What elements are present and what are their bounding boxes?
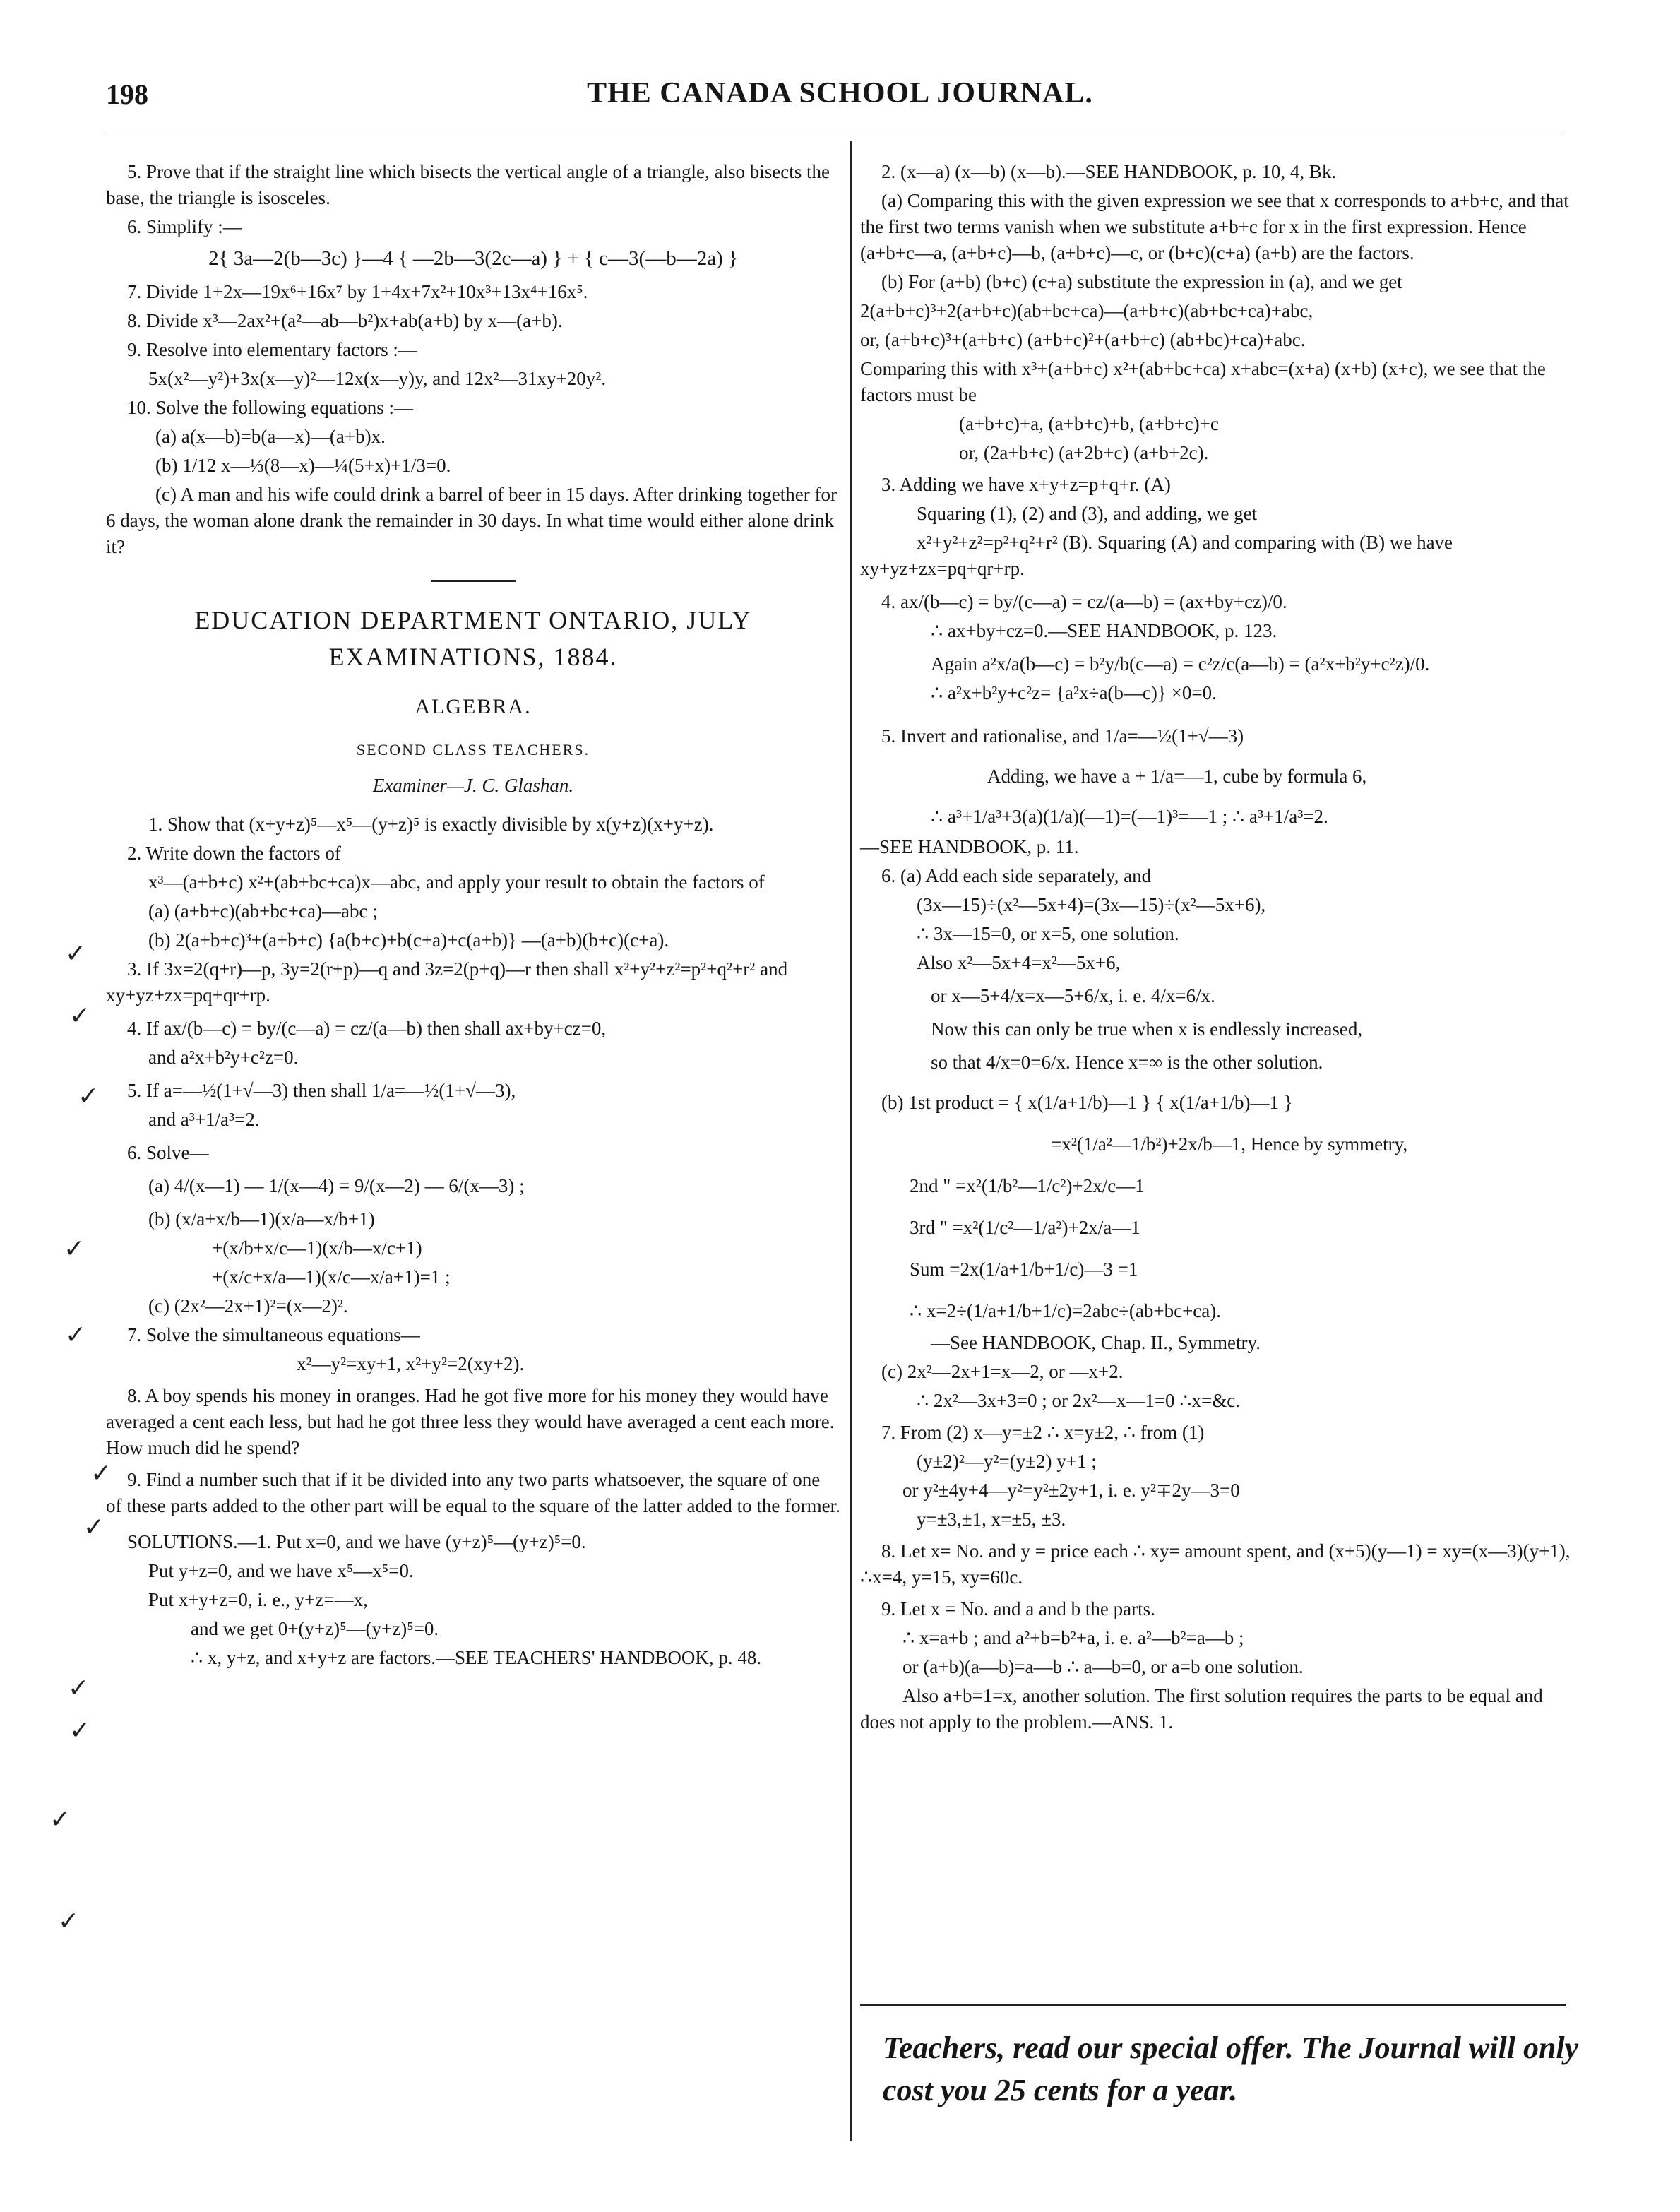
question-9-expr: 5x(x²—y²)+3x(x—y)²—12x(x—y)y, and 12x²—31xy+20y².	[148, 368, 607, 389]
exam-question-2-expr: x³—(a+b+c) x²+(ab+bc+ca)x—abc, and apply your result to obtain the factors of	[148, 872, 765, 893]
journal-title: THE CANADA SCHOOL JOURNAL.	[587, 77, 1093, 109]
exam-class: SECOND CLASS TEACHERS.	[356, 741, 590, 759]
check-mark-icon: ✓	[49, 1805, 71, 1834]
answer-4b: ∴ ax+by+cz=0.—SEE HANDBOOK, p. 123.	[931, 620, 1277, 641]
answer-2b-expr: 2(a+b+c)³+2(a+b+c)(ab+bc+ca)—(a+b+c)(ab+bc+ca)+abc,	[860, 300, 1313, 321]
answer-9-4: Also a+b=1=x, another solution. The first solution requires the parts to be equal and does not apply to the problem.—ANS. 1.	[860, 1685, 1543, 1732]
exam-question-6c: (c) (2x²—2x+1)²=(x—2)².	[148, 1295, 348, 1316]
answer-7-2: (y±2)²—y²=(y±2) y+1 ;	[917, 1451, 1097, 1472]
solution-1e: ∴ x, y+z, and x+y+z are factors.—SEE TEACHERS' HANDBOOK, p. 48.	[191, 1647, 762, 1668]
check-mark-icon: ✓	[78, 1082, 100, 1111]
answer-2b-factors: (a+b+c)+a, (a+b+c)+b, (a+b+c)+c	[959, 413, 1219, 434]
check-mark-icon: ✓	[65, 1321, 87, 1350]
answer-6a-4: Also x²—5x+4=x²—5x+6,	[917, 952, 1121, 973]
question-6-expr: 2{ 3a—2(b—3c) }—4 { —2b—3(2c—a) } + { c—3(—b—2a) }	[208, 247, 738, 270]
solution-1: SOLUTIONS.—1. Put x=0, and we have (y+z)⁵—(y+z)⁵=0.	[127, 1531, 586, 1552]
exam-question-2a: (a) (a+b+c)(ab+bc+ca)—abc ;	[148, 900, 378, 922]
answer-6a-2: (3x—15)÷(x²—5x+4)=(3x—15)÷(x²—5x+6),	[917, 894, 1266, 915]
answer-9-3: or (a+b)(a—b)=a—b ∴ a—b=0, or a=b one solution.	[902, 1656, 1304, 1677]
answer-9-2: ∴ x=a+b ; and a²+b=b²+a, i. e. a²—b²=a—b ;	[902, 1627, 1244, 1648]
exam-subject: ALGEBRA.	[415, 695, 532, 718]
check-mark-icon: ✓	[69, 1001, 91, 1030]
answer-7-3: or y²±4y+4—y²=y²±2y+1, i. e. y²∓2y—3=0	[902, 1480, 1240, 1501]
question-10: 10. Solve the following equations :—	[127, 397, 413, 418]
offer-rule	[860, 2004, 1566, 2006]
answer-8: 8. Let x= No. and y = price each ∴ xy= amount spent, and (x+5)(y—1) = xy=(x—3)(y+1), ∴x=4, y=15, xy=60c.	[860, 1540, 1571, 1588]
check-mark-icon: ✓	[58, 1907, 80, 1936]
exam-question-8: 8. A boy spends his money in oranges. Had he got five more for his money they would have averaged a cent each less, but had he got three less they would have averaged a cent each more. How much did he spend?	[106, 1385, 835, 1458]
answer-7: 7. From (2) x—y=±2 ∴ x=y±2, ∴ from (1)	[881, 1422, 1205, 1443]
check-mark-icon: ✓	[65, 939, 87, 968]
question-10a: (a) a(x—b)=b(a—x)—(a+b)x.	[155, 426, 386, 447]
exam-question-7-expr: x²—y²=xy+1, x²+y²=2(xy+2).	[297, 1353, 525, 1374]
answer-9: 9. Let x = No. and a and b the parts.	[881, 1598, 1155, 1619]
answer-6c: (c) 2x²—2x+1=x—2, or —x+2.	[881, 1361, 1124, 1382]
exam-question-5: 5. If a=—½(1+√—3) then shall 1/a=—½(1+√—3),	[127, 1080, 516, 1101]
exam-question-6: 6. Solve—	[127, 1142, 209, 1163]
answer-5b: Adding, we have a + 1/a=—1, cube by formula 6,	[987, 766, 1367, 787]
check-mark-icon: ✓	[64, 1235, 85, 1263]
header-rule	[106, 131, 1560, 133]
answer-2b-or: or, (a+b+c)³+(a+b+c) (a+b+c)²+(a+b+c) (ab+bc)+ca)+abc.	[860, 329, 1306, 350]
question-5: 5. Prove that if the straight line which bisects the vertical angle of a triangle, also bisects the base, the triangle is isosceles.	[106, 161, 830, 208]
right-column	[860, 159, 1572, 1738]
answer-4d: ∴ a²x+b²y+c²z= {a²x÷a(b—c)} ×0=0.	[931, 682, 1217, 703]
answer-6b-5: Sum =2x(1/a+1/b+1/c)—3 =1	[910, 1259, 1138, 1280]
answer-2b-factors-or: or, (2a+b+c) (a+2b+c) (a+b+2c).	[959, 442, 1209, 463]
question-10b: (b) 1/12 x—⅓(8—x)—¼(5+x)+1/3=0.	[155, 455, 451, 476]
exam-question-6b-2: +(x/b+x/c—1)(x/b—x/c+1)	[212, 1237, 422, 1259]
answer-4: 4. ax/(b—c) = by/(c—a) = cz/(a—b) = (ax+by+cz)/0.	[881, 591, 1287, 612]
answer-2a: (a) Comparing this with the given expression we see that x corresponds to a+b+c, and that the first two terms vanish when we substitute a+b+c for x in the first expression. Hence (a+b+c—a, (a+b+c)—b, (a+b+c)—c, or (b+c)(c+a) (a+b) are the factors.	[860, 190, 1569, 263]
question-9: 9. Resolve into elementary factors :—	[127, 339, 417, 360]
solution-1d: and we get 0+(y+z)⁵—(y+z)⁵=0.	[191, 1618, 439, 1639]
page-number: 198	[106, 78, 148, 110]
answer-6b: (b) 1st product = { x(1/a+1/b)—1 } { x(1/a+1/b)—1 }	[881, 1092, 1293, 1113]
exam-question-3: 3. If 3x=2(q+r)—p, 3y=2(r+p)—q and 3z=2(p+q)—r then shall x²+y²+z²=p²+q²+r² and xy+yz+zx=pq+qr+rp.	[106, 958, 788, 1006]
answer-2b: (b) For (a+b) (b+c) (c+a) substitute the expression in (a), and we get	[881, 271, 1402, 292]
question-7: 7. Divide 1+2x—19x⁶+16x⁷ by 1+4x+7x²+10x³+13x⁴+16x⁵.	[127, 281, 588, 302]
check-mark-icon: ✓	[90, 1459, 112, 1488]
answer-6b-3: 2nd " =x²(1/b²—1/c²)+2x/c—1	[910, 1175, 1145, 1196]
answer-5c: ∴ a³+1/a³+3(a)(1/a)(—1)=(—1)³=—1 ; ∴ a³+1/a³=2.	[931, 806, 1328, 827]
page-header	[106, 72, 1574, 114]
exam-question-2: 2. Write down the factors of	[127, 843, 341, 864]
exam-question-6b: (b) (x/a+x/b—1)(x/a—x/b+1)	[148, 1208, 375, 1230]
check-mark-icon: ✓	[69, 1716, 91, 1745]
answer-3b: Squaring (1), (2) and (3), and adding, we get	[917, 503, 1258, 524]
exam-question-5b: and a³+1/a³=2.	[148, 1109, 260, 1130]
answer-6a-5: or x—5+4/x=x—5+6/x, i. e. 4/x=6/x.	[931, 985, 1215, 1006]
solution-1b: Put y+z=0, and we have x⁵—x⁵=0.	[148, 1560, 414, 1581]
exam-question-4b: and a²x+b²y+c²z=0.	[148, 1047, 299, 1068]
answer-6b-6: ∴ x=2÷(1/a+1/b+1/c)=2abc÷(ab+bc+ca).	[910, 1300, 1222, 1321]
answer-2: 2. (x—a) (x—b) (x—b).—SEE HANDBOOK, p. 10, 4, Bk.	[881, 161, 1337, 182]
exam-question-7: 7. Solve the simultaneous equations—	[127, 1324, 420, 1345]
answer-6a: 6. (a) Add each side separately, and	[881, 865, 1152, 886]
question-6: 6. Simplify :—	[127, 216, 242, 237]
column-divider	[850, 141, 852, 2141]
check-mark-icon: ✓	[83, 1513, 105, 1542]
answer-3: 3. Adding we have x+y+z=p+q+r. (A)	[881, 474, 1171, 495]
answer-6a-3: ∴ 3x—15=0, or x=5, one solution.	[917, 923, 1179, 944]
exam-question-9: 9. Find a number such that if it be divided into any two parts whatsoever, the square of one of these parts added to the other part will be equal to the square of the latter added to the former.	[106, 1469, 840, 1516]
exam-examiner: Examiner—J. C. Glashan.	[372, 775, 574, 796]
check-mark-icon: ✓	[68, 1674, 90, 1703]
exam-question-2b: (b) 2(a+b+c)³+(a+b+c) {a(b+c)+b(c+a)+c(a+b)} —(a+b)(b+c)(c+a).	[148, 929, 669, 951]
exam-question-4: 4. If ax/(b—c) = by/(c—a) = cz/(a—b) then shall ax+by+cz=0,	[127, 1018, 607, 1039]
exam-heading: EDUCATION DEPARTMENT ONTARIO, JULY EXAMINATIONS, 1884.	[194, 606, 752, 671]
exam-question-1: 1. Show that (x+y+z)⁵—x⁵—(y+z)⁵ is exactly divisible by x(y+z)(x+y+z).	[148, 814, 714, 835]
answer-2b-compare: Comparing this with x³+(a+b+c) x²+(ab+bc+ca) x+abc=(x+a) (x+b) (x+c), we see that the factors must be	[860, 358, 1546, 405]
question-10c: (c) A man and his wife could drink a barrel of beer in 15 days. After drinking together for 6 days, the woman alone drank the remainder in 30 days. In what time would either alone drink it?	[106, 484, 837, 557]
exam-question-6b-3: +(x/c+x/a—1)(x/c—x/a+1)=1 ;	[212, 1266, 451, 1288]
question-8: 8. Divide x³—2ax²+(a²—ab—b²)x+ab(a+b) by x—(a+b).	[127, 310, 563, 331]
answer-5d: —SEE HANDBOOK, p. 11.	[860, 836, 1079, 857]
section-separator	[431, 580, 516, 582]
answer-6a-6: Now this can only be true when x is endlessly increased,	[931, 1018, 1363, 1040]
answer-4c: Again a²x/a(b—c) = b²y/b(c—a) = c²z/c(a—b) = (a²x+b²y+c²z)/0.	[931, 653, 1430, 674]
answer-6b-2: =x²(1/a²—1/b²)+2x/b—1, Hence by symmetry,	[1051, 1134, 1408, 1155]
exam-question-6a: (a) 4/(x—1) — 1/(x—4) = 9/(x—2) — 6/(x—3) ;	[148, 1175, 525, 1196]
answer-6c-2: ∴ 2x²—3x+3=0 ; or 2x²—x—1=0 ∴x=&c.	[917, 1390, 1240, 1411]
left-column	[106, 159, 840, 1674]
answer-5: 5. Invert and rationalise, and 1/a=—½(1+√—3)	[881, 725, 1244, 747]
answer-6b-4: 3rd " =x²(1/c²—1/a²)+2x/a—1	[910, 1217, 1140, 1238]
answer-6b-7: —See HANDBOOK, Chap. II., Symmetry.	[931, 1332, 1261, 1353]
solution-1c: Put x+y+z=0, i. e., y+z=—x,	[148, 1589, 368, 1610]
special-offer-notice: Teachers, read our special offer. The Journal will only cost you 25 cents for a year.	[883, 2030, 1579, 2107]
answer-7-4: y=±3,±1, x=±5, ±3.	[917, 1509, 1066, 1530]
answer-6a-7: so that 4/x=0=6/x. Hence x=∞ is the other solution.	[931, 1052, 1323, 1073]
answer-3c: x²+y²+z²=p²+q²+r² (B). Squaring (A) and comparing with (B) we have xy+yz+zx=pq+qr+rp.	[860, 532, 1453, 579]
